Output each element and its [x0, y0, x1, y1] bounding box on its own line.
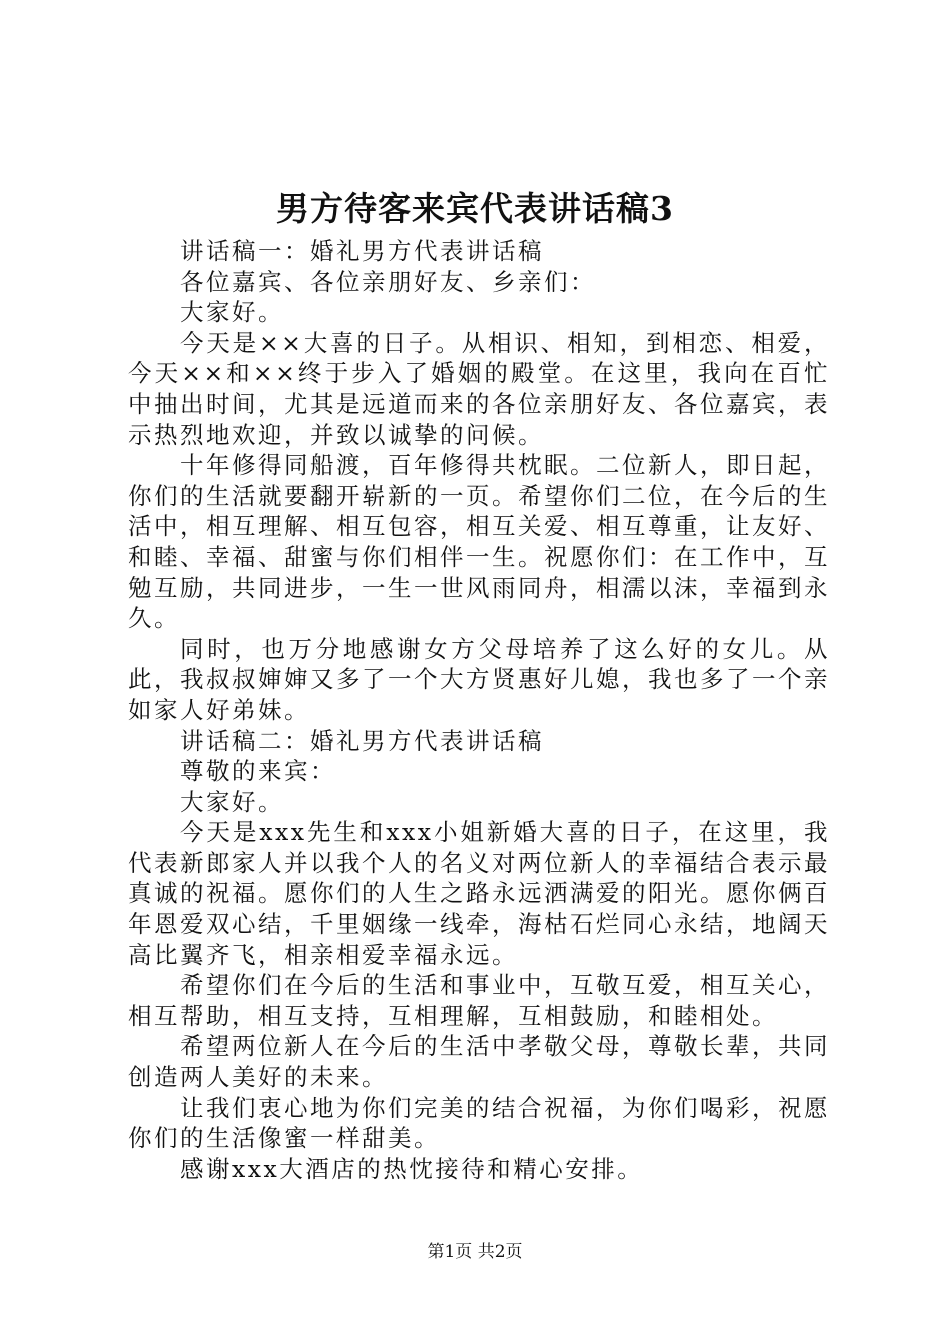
document-title: 男方待客来宾代表讲话稿3 — [276, 189, 674, 228]
paragraph: 同时，也万分地感谢女方父母培养了这么好的女儿。从此，我叔叔婶婶又多了一个大方贤惠好儿媳，我也多了一个亲如家人好弟妹。 — [128, 634, 830, 724]
paragraph: 今天是××大喜的日子。从相识、相知，到相恋、相爱，今天××和××终于步入了婚姻的殿堂。在这里，我向在百忙中抽出时间，尤其是远道而来的各位亲朋好友、各位嘉宾，表示热烈地欢迎，并致以诚挚的问候。 — [128, 328, 830, 449]
paragraph: 让我们衷心地为你们完美的结合祝福，为你们喝彩，祝愿你们的生活像蜜一样甜美。 — [128, 1093, 830, 1153]
paragraph: 各位嘉宾、各位亲朋好友、乡亲们： — [180, 267, 596, 296]
document-body — [128, 236, 830, 1184]
paragraph: 感谢xxx大酒店的热忱接待和精心安排。 — [180, 1154, 644, 1183]
paragraph: 希望两位新人在今后的生活中孝敬父母，尊敬长辈，共同创造两人美好的未来。 — [128, 1032, 830, 1092]
paragraph: 今天是xxx先生和xxx小姐新婚大喜的日子，在这里，我代表新郎家人并以我个人的名义对两位新人的幸福结合表示最真诚的祝福。愿你们的人生之路永远洒满爱的阳光。愿你俩百年恩爱双心结，千里姻缘一线牵，海枯石烂同心永结，地阔天高比翼齐飞，相亲相爱幸福永远。 — [128, 818, 830, 969]
paragraph: 尊敬的来宾： — [180, 757, 336, 786]
paragraph: 十年修得同船渡，百年修得共枕眠。二位新人，即日起，你们的生活就要翻开崭新的一页。希望你们二位，在今后的生活中，相互理解、相互包容，相互关爱、相互尊重，让友好、和睦、幸福、甜蜜与你们相伴一生。祝愿你们：在工作中，互勉互励，共同进步，一生一世风雨同舟，相濡以沫，幸福到永久。 — [128, 451, 830, 633]
paragraph: 讲话稿一：婚礼男方代表讲话稿 — [180, 237, 544, 265]
page-footer: 第1页 共2页 — [427, 1242, 523, 1262]
paragraph: 讲话稿二：婚礼男方代表讲话稿 — [180, 726, 544, 755]
paragraph: 大家好。 — [180, 787, 284, 816]
paragraph: 大家好。 — [180, 298, 284, 327]
paragraph: 希望你们在今后的生活和事业中，互敬互爱，相互关心，相互帮助，相互支持，互相理解，互相鼓励，和睦相处。 — [128, 971, 830, 1030]
